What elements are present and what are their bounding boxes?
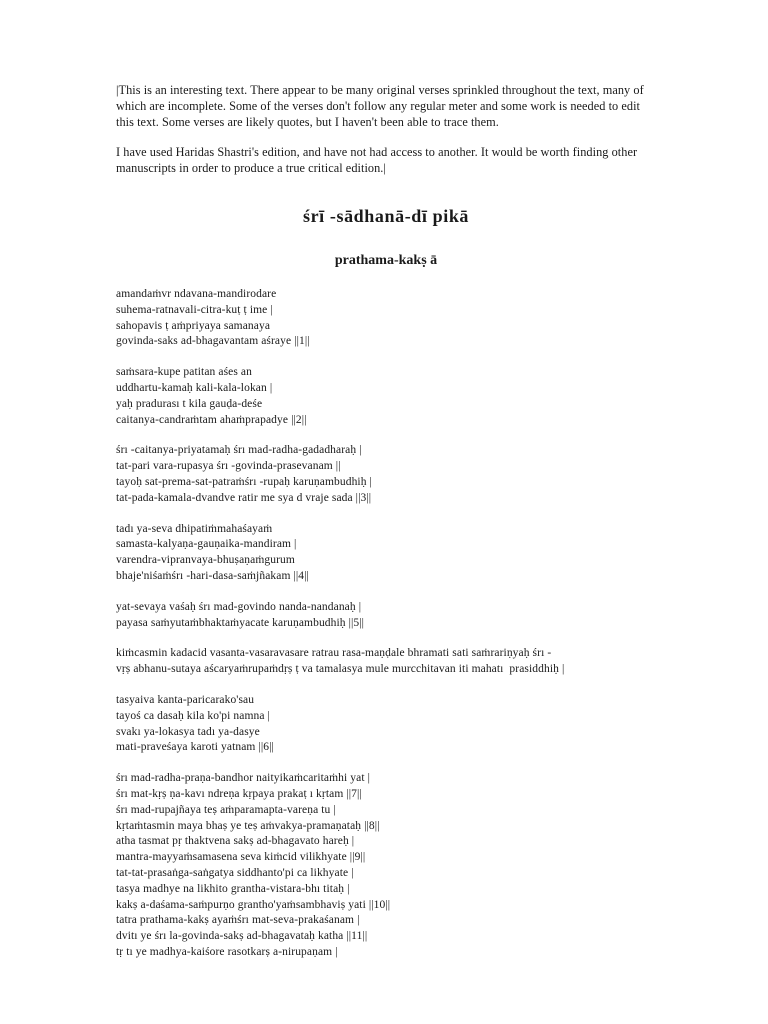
verse-stanza	[116, 600, 656, 632]
verse-stanza	[116, 287, 656, 350]
verse-line: tat-pada-kamala-dvandve ratir me sya d vraje sada ||3||	[116, 491, 372, 504]
prose-passage	[116, 646, 656, 678]
verse-line: mantra-mayyaṁsamasena seva kiṁcid vilikhyate ||9||	[116, 851, 366, 864]
verse-stanza	[116, 365, 656, 428]
verse-line: tat-tat-prasaṅga-saṅgatya siddhanto'pi ca likhyate |	[116, 866, 354, 879]
verse-line: samasta-kalyaṇa-gauṇaika-mandiram |	[116, 538, 297, 551]
verse-line: saṁsara-kupe patitan aśes an	[116, 366, 252, 379]
verse-line: kṛtaṁtasmin maya bhaṣ ye teṣ aṁvakya-pramaṇataḥ ||8||	[116, 819, 380, 832]
verse-line: dvitı ye śrı la-govinda-sakṣ ad-bhagavataḥ katha ||11||	[116, 930, 368, 943]
verse-line: payasa saṁyutaṁbhaktaṁyacate karuṇambudhiḥ ||5||	[116, 616, 365, 629]
verse-line: tayoś ca dasaḥ kila ko'pi namna |	[116, 709, 270, 722]
verse-line: mati-praveśaya karoti yatnam ||6||	[116, 741, 274, 754]
verse-line: śrı mad-rupajñaya teṣ aṁparamapta-vareṇa tu |	[116, 803, 336, 816]
verse-line: tṛ tı ye madhya-kaiśore rasotkarṣ a-nirupaṇam |	[116, 945, 338, 958]
verse-line: caitanya-candraṁtam ahaṁprapadye ||2||	[116, 413, 307, 426]
verse-line: atha tasmat pṛ thaktvena sakṣ ad-bhagavato hareḥ |	[116, 835, 355, 848]
verse-line: govinda-saks ad-bhagavantam aśraye ||1||	[116, 335, 310, 348]
verse-line: amandaṁvr ndavana-mandirodare	[116, 288, 277, 300]
verse-line: suhema-ratnavali-citra-kuṭ ṭ ime |	[116, 303, 273, 316]
verse-line: yaḥ pradurası t kila gauḍa-deśe	[116, 397, 263, 410]
prose-line: kiṁcasmin kadacid vasanta-vasaravasare ratrau rasa-maṇḍale bhramati sati saṁrariṇyaḥ śrı -	[116, 647, 552, 660]
verse-stanza	[116, 693, 656, 756]
verse-line: tasya madhye na likhito grantha-vistara-bhı titaḥ |	[116, 882, 350, 895]
editor-note-paragraph: |This is an interesting text. There appear to be many original verses sprinkled throughout the text, many of which are incomplete. Some of the verses don't follow any regular meter and some work is needed to edit this text. Some verses are likely quotes, but I haven't been able to trace them.	[116, 83, 644, 129]
verse-line: tayoḥ sat-prema-sat-patraṁśrı -rupaḥ karuṇambudhiḥ |	[116, 475, 372, 488]
verse-line: tadı ya-seva dhipatiṁmahaśayaṁ	[116, 522, 273, 535]
verse-line: svakı ya-lokasya tadı ya-dasye	[116, 725, 260, 738]
verse-line: tasyaiva kanta-paricarako'sau	[116, 693, 255, 706]
verse-line: uddhartu-kamaḥ kali-kala-lokan |	[116, 381, 273, 394]
verse-line: śrı mad-radha-praṇa-bandhor naityikaṁcaritaṁhi yat |	[116, 772, 371, 785]
verse-line: tat-pari vara-rupasya śrı -govinda-prasevanam ||	[116, 460, 341, 473]
verse-line: tatra prathama-kakṣ ayaṁśrı mat-seva-prakaśanam |	[116, 914, 360, 927]
prose-line: vṛṣ abhanu-sutaya aścaryaṁrupaṁdṛṣ ṭ va tamalasya mule murcchitavan iti mahatı prasiddhiḥ |	[116, 663, 565, 676]
verse-stanza	[116, 443, 656, 506]
document-page	[116, 82, 656, 976]
verse-line: śrı -caitanya-priyatamaḥ śrı mad-radha-gadadharaḥ |	[116, 444, 362, 457]
verse-line: varendra-vipranvaya-bhuṣaṇaṁgurum	[116, 554, 295, 567]
editor-note-paragraph: I have used Haridas Shastri's edition, and have not had access to another. It would be worth finding other manuscripts in order to produce a true critical edition.|	[116, 145, 638, 175]
verse-body	[116, 287, 656, 961]
verse-line: bhaje'niśaṁśrı -hari-dasa-saṁjñakam ||4||	[116, 569, 309, 582]
verse-stanza	[116, 522, 656, 585]
verse-line: śrı mat-kṛṣ ṇa-kavı ndreṇa kṛpaya prakaṭ ı kṛtam ||7||	[116, 787, 362, 800]
verse-line: kakṣ a-daśama-saṁpurṇo grantho'yaṁsambhaviṣ yati ||10||	[116, 898, 391, 911]
verse-stanza	[116, 771, 656, 961]
verse-line: yat-sevaya vaśaḥ śrı mad-govindo nanda-nandanaḥ |	[116, 600, 362, 613]
text-title: śrī -sādhanā-dī pikā	[302, 206, 470, 226]
verse-line: sahopavis ṭ aṁpriyaya samanaya	[116, 319, 271, 332]
editor-note	[116, 82, 656, 176]
chapter-heading: prathama-kakṣ ā	[334, 253, 438, 268]
